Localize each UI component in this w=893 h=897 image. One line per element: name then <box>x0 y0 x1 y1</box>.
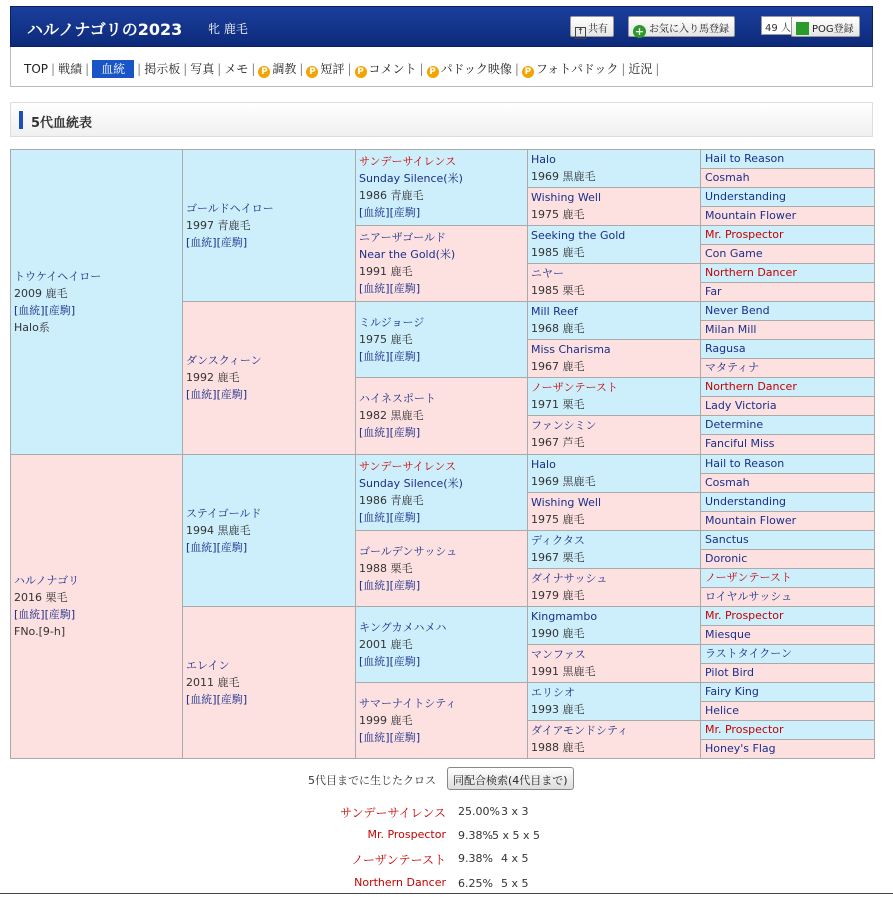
pedigree-cell-gen5 <box>700 625 875 645</box>
pedigree-cell-gen4 <box>527 263 701 302</box>
horse-name-link[interactable]: マタティナ <box>705 361 760 375</box>
cross-horse-name[interactable]: Northern Dancer <box>354 876 446 889</box>
pedigree-cell-gen5 <box>700 473 875 493</box>
pedigree-links[interactable]: [血統][産駒] <box>14 303 76 317</box>
horse-name-link[interactable]: Doronic <box>705 551 748 565</box>
horse-nav: TOP | 戦績 | 血統 | 掲示板 | 写真 | メモ | P 調教 | P 短評 | P コメント | P パドック映像 | P フォトパドック | 近況 | <box>10 47 873 87</box>
horse-name-link[interactable]: ニアーザゴールド <box>359 231 447 245</box>
pedigree-cell-gen5 <box>700 511 875 531</box>
horse-name-link[interactable]: トウケイヘイロー <box>14 269 102 283</box>
horse-name-link[interactable]: ニヤー <box>531 267 564 281</box>
horse-sex-color: 牝 鹿毛 <box>208 22 248 36</box>
premium-icon: P <box>306 66 318 78</box>
horse-year: 1986 青鹿毛 <box>359 493 424 507</box>
horse-year: 1967 栗毛 <box>531 550 585 564</box>
horse-name-link[interactable]: Mr. Prospector <box>705 608 784 622</box>
horse-name-link[interactable]: ラストタイクーン <box>705 646 793 660</box>
nav-pedigree[interactable]: 血統 <box>92 60 134 78</box>
section-title: 5代血統表 <box>31 116 93 131</box>
horse-year: 1994 黒鹿毛 <box>186 523 251 537</box>
horse-name-link[interactable]: Halo <box>531 457 556 471</box>
horse-title: ハルノナゴリの2023 <box>27 20 183 39</box>
horse-extra: Halo系 <box>14 320 50 334</box>
pedigree-links[interactable]: [血統][産駒] <box>186 692 248 706</box>
horse-name-link[interactable]: Understanding <box>705 494 787 508</box>
horse-name-link[interactable]: ファンシミン <box>531 419 597 433</box>
horse-name-link[interactable]: サンデーサイレンス <box>359 155 457 168</box>
horse-year: 1991 黒鹿毛 <box>531 664 596 678</box>
horse-name-link[interactable]: ノーザンテースト <box>705 570 792 584</box>
nav-training[interactable]: 調教 <box>272 62 297 76</box>
horse-year: 1985 栗毛 <box>531 284 585 298</box>
pedigree-cell-gen3 <box>355 454 528 531</box>
horse-name-link[interactable]: Con Game <box>705 247 763 261</box>
horse-name-link[interactable]: Honey's Flag <box>705 741 776 755</box>
pedigree-cell-gen5 <box>700 663 875 683</box>
cross-percent: 25.00% <box>458 805 500 818</box>
pedigree-cell-gen5 <box>700 358 875 378</box>
horse-name-link[interactable]: Ragusa <box>705 342 746 356</box>
horse-year: 1975 鹿毛 <box>531 512 585 526</box>
pedigree-cell-gen5 <box>700 644 875 664</box>
pedigree-cell-gen5 <box>700 282 875 302</box>
cross-label: 5代目までに生じたクロス <box>308 774 436 787</box>
pedigree-cell-gen4 <box>527 682 701 721</box>
pedigree-links[interactable]: [血統][産駒] <box>359 206 421 219</box>
horse-name-link[interactable]: Fairy King <box>705 684 759 698</box>
horse-name-link[interactable]: Hail to Reason <box>705 152 785 165</box>
premium-icon: P <box>522 66 534 78</box>
pedigree-cell-gen5 <box>700 149 875 169</box>
horse-name-link[interactable]: Sanctus <box>705 532 749 546</box>
pedigree-cell-gen2 <box>182 301 356 454</box>
horse-name-link[interactable]: Far <box>705 285 722 299</box>
horse-year: 1990 鹿毛 <box>531 626 585 640</box>
pedigree-cell-gen5 <box>700 339 875 359</box>
horse-year: 1975 鹿毛 <box>359 333 413 347</box>
pedigree-cell-gen3 <box>355 225 528 302</box>
pedigree-links[interactable]: [血統][産駒] <box>359 654 421 668</box>
horse-name-link[interactable]: Northern Dancer <box>705 266 797 280</box>
nav-memo[interactable]: メモ <box>224 62 249 76</box>
pedigree-cell-gen5 <box>700 530 875 550</box>
horse-name-link[interactable]: Mr. Prospector <box>705 722 784 736</box>
pedigree-cell-gen3 <box>355 682 528 759</box>
horse-name-link[interactable]: ミルジョージ <box>359 316 425 330</box>
horse-name-link[interactable]: Milan Mill <box>705 323 757 337</box>
pedigree-cell-gen4 <box>527 415 701 454</box>
horse-year: 1968 鹿毛 <box>531 322 585 336</box>
pedigree-cell-gen4 <box>527 377 701 416</box>
pedigree-cell-gen4 <box>527 644 701 683</box>
pedigree-cell-gen1 <box>10 149 183 455</box>
pedigree-cell-gen3 <box>355 530 528 607</box>
pedigree-cell-gen2 <box>182 454 356 607</box>
pedigree-cell-gen4 <box>527 301 701 340</box>
horse-name-link[interactable]: Miesque <box>705 627 751 641</box>
pedigree-cell-gen5 <box>700 434 875 454</box>
pedigree-links[interactable]: [血統][産駒] <box>186 388 248 402</box>
nav-paddock-video[interactable]: パドック映像 <box>440 62 512 76</box>
pedigree-cell-gen5 <box>700 682 875 702</box>
horse-name-link[interactable]: Cosmah <box>705 171 750 185</box>
horse-name-link[interactable]: Mill Reef <box>531 305 578 319</box>
premium-icon: P <box>258 66 270 78</box>
pedigree-cell-gen4 <box>527 187 701 226</box>
horse-year: 1985 鹿毛 <box>531 246 585 260</box>
horse-name-link[interactable]: Mr. Prospector <box>705 228 784 242</box>
pedigree-links[interactable]: [血統][産駒] <box>186 540 248 554</box>
pedigree-cell-gen5 <box>700 168 875 188</box>
favorite-button[interactable]: + お気に入り馬登録 <box>628 16 735 37</box>
horse-name-link[interactable]: Pilot Bird <box>705 665 754 679</box>
favorite-count: 49 人 <box>761 16 793 35</box>
horse-year: 2009 鹿毛 <box>14 286 68 300</box>
pedigree-cell-gen4 <box>527 225 701 264</box>
horse-name-link[interactable]: ノーザンテースト <box>531 381 618 395</box>
pedigree-cell-gen5 <box>700 320 875 340</box>
share-icon: ↑ <box>575 27 586 39</box>
horse-year: 1979 鹿毛 <box>531 588 585 602</box>
horse-name-link[interactable]: Determine <box>705 418 764 432</box>
horse-name-link[interactable]: エリシオ <box>531 685 575 699</box>
horse-name-link[interactable]: Fanciful Miss <box>705 437 775 451</box>
horse-year: 1969 黒鹿毛 <box>531 474 596 488</box>
pedigree-links[interactable]: [血統][産駒] <box>359 578 421 592</box>
horse-year: 1988 鹿毛 <box>531 740 585 754</box>
pedigree-cell-gen3 <box>355 301 528 378</box>
pedigree-links[interactable]: [血統][産駒] <box>14 608 76 622</box>
horse-name-link[interactable]: マンファス <box>531 647 586 661</box>
pedigree-cell-gen2 <box>182 606 356 759</box>
pedigree-table <box>10 149 874 758</box>
pedigree-links[interactable]: [血統][産駒] <box>359 426 421 440</box>
horse-header <box>10 6 873 47</box>
horse-name-link[interactable]: ハイネスポート <box>359 392 436 406</box>
nav-results[interactable]: 戦績 <box>58 62 83 76</box>
pedigree-cell-gen4 <box>527 454 701 493</box>
horse-name-link[interactable]: サマーナイトシティ <box>359 696 457 710</box>
pedigree-cell-gen4 <box>527 720 701 759</box>
pedigree-cell-gen5 <box>700 492 875 512</box>
horse-name-link[interactable]: Cosmah <box>705 475 750 489</box>
pedigree-cell-gen5 <box>700 587 875 607</box>
horse-name-link[interactable]: Never Bend <box>705 304 770 318</box>
pedigree-cell-gen5 <box>700 739 875 759</box>
cross-generations: 4 x 5 <box>501 852 529 865</box>
horse-year: 1986 青鹿毛 <box>359 189 424 202</box>
horse-name-link[interactable]: ゴールドヘイロー <box>186 202 274 216</box>
horse-name-link[interactable]: Northern Dancer <box>705 380 797 394</box>
horse-name-link[interactable]: Mountain Flower <box>705 209 797 223</box>
horse-name-link[interactable]: ハルノナゴリ <box>14 574 80 588</box>
cross-percent: 6.25% <box>458 877 493 890</box>
horse-year: 1967 芦毛 <box>531 436 585 450</box>
pedigree-links[interactable]: [血統][産駒] <box>359 510 421 524</box>
pedigree-cell-gen5 <box>700 568 875 588</box>
pedigree-cell-gen5 <box>700 263 875 283</box>
horse-name-link[interactable]: Seeking the Gold <box>531 229 626 243</box>
horse-name-link[interactable]: ダイナサッシュ <box>531 571 608 585</box>
horse-year: 1993 鹿毛 <box>531 702 585 716</box>
horse-name-link[interactable]: ロイヤルサッシュ <box>705 589 793 603</box>
horse-english-name: Sunday Silence(米) <box>359 476 463 490</box>
pedigree-links[interactable]: [血統][産駒] <box>186 236 248 250</box>
horse-year: 1988 栗毛 <box>359 561 413 575</box>
horse-year: 1992 鹿毛 <box>186 371 240 385</box>
horse-year: 1982 黒鹿毛 <box>359 409 424 423</box>
pedigree-cell-gen4 <box>527 492 701 531</box>
horse-year: 2001 鹿毛 <box>359 637 413 651</box>
pedigree-links[interactable]: [血統][産駒] <box>359 730 421 744</box>
cross-generations: 3 x 3 <box>501 805 529 818</box>
pedigree-cell-gen5 <box>700 377 875 397</box>
horse-year: 2016 栗毛 <box>14 591 68 605</box>
same-mating-search-button[interactable]: 同配合検索(4代目まで) <box>447 767 574 790</box>
horse-year: 2011 鹿毛 <box>186 675 240 689</box>
cross-percent: 9.38% <box>458 829 493 842</box>
pedigree-cell-gen5 <box>700 244 875 264</box>
pog-icon <box>796 22 809 35</box>
pedigree-cell-gen4 <box>527 568 701 607</box>
cross-generations: 5 x 5 <box>501 877 529 890</box>
pedigree-cell-gen5 <box>700 701 875 721</box>
pog-button[interactable]: POG登録 <box>791 16 860 37</box>
section-header <box>10 102 873 137</box>
pedigree-cell-gen5 <box>700 301 875 321</box>
cross-generations: 5 x 5 x 5 <box>492 829 541 842</box>
horse-year: 1967 鹿毛 <box>531 360 585 374</box>
pedigree-cell-gen5 <box>700 606 875 626</box>
horse-name-link[interactable]: ダイアモンドシティ <box>531 723 629 737</box>
horse-name-link[interactable]: Miss Charisma <box>531 343 611 357</box>
horse-name-link[interactable]: キングカメハメハ <box>359 620 447 634</box>
pedigree-cell-gen5 <box>700 206 875 226</box>
horse-name-link[interactable]: Wishing Well <box>531 191 602 205</box>
pedigree-cell-gen5 <box>700 454 875 474</box>
horse-name-link[interactable]: ディクタス <box>531 533 585 547</box>
pedigree-cell-gen5 <box>700 415 875 435</box>
cross-horse-name[interactable]: Mr. Prospector <box>367 828 446 841</box>
pedigree-cell-gen5 <box>700 720 875 740</box>
nav-photo[interactable]: 写真 <box>190 62 215 76</box>
horse-year: 1971 栗毛 <box>531 398 585 412</box>
horse-english-name: Near the Gold(米) <box>359 248 456 262</box>
horse-name-link[interactable]: Mountain Flower <box>705 513 797 527</box>
pedigree-cell-gen4 <box>527 339 701 378</box>
premium-icon: P <box>427 66 439 78</box>
horse-name-link[interactable]: Helice <box>705 703 739 717</box>
pedigree-cell-gen5 <box>700 187 875 207</box>
nav-recent[interactable]: 近況 <box>628 62 653 76</box>
horse-year: 1999 鹿毛 <box>359 713 413 727</box>
cross-horse-name[interactable]: サンデーサイレンス <box>340 806 446 820</box>
horse-name-link[interactable]: ダンスクィーン <box>186 354 262 368</box>
horse-name-link[interactable]: ステイゴールド <box>186 506 262 520</box>
horse-year: 1997 青鹿毛 <box>186 219 251 233</box>
pedigree-cell-gen2 <box>182 149 356 302</box>
pedigree-cell-gen4 <box>527 606 701 645</box>
pedigree-cell-gen5 <box>700 225 875 245</box>
horse-name-link[interactable]: Understanding <box>705 190 787 204</box>
plus-icon: + <box>634 25 645 38</box>
horse-name-link[interactable]: サンデーサイレンス <box>359 459 457 473</box>
premium-icon: P <box>355 66 367 78</box>
horse-year: 1969 黒鹿毛 <box>531 170 596 183</box>
pedigree-links[interactable]: [血統][産駒] <box>359 282 421 296</box>
nav-comment[interactable]: コメント <box>368 62 417 76</box>
pedigree-cell-gen5 <box>700 396 875 416</box>
pedigree-cell-gen3 <box>355 377 528 454</box>
nav-board[interactable]: 掲示板 <box>144 62 181 76</box>
horse-extra: FNo.[9-h] <box>14 625 66 639</box>
cross-horse-name[interactable]: ノーザンテースト <box>351 853 446 867</box>
pedigree-cell-gen4 <box>527 149 701 188</box>
horse-name-link[interactable]: Hail to Reason <box>705 456 785 470</box>
share-button[interactable]: ↑ 共有 <box>570 16 614 37</box>
cross-percent: 9.38% <box>458 852 493 865</box>
horse-year: 1991 鹿毛 <box>359 265 413 279</box>
nav-top[interactable]: TOP <box>24 62 49 76</box>
horse-name-link[interactable]: エレイン <box>186 658 230 672</box>
horse-name-link[interactable]: Kingmambo <box>531 609 598 623</box>
horse-english-name: Sunday Silence(米) <box>359 172 463 185</box>
pedigree-cell-gen5 <box>700 549 875 569</box>
pedigree-cell-gen3 <box>355 606 528 683</box>
horse-name-link[interactable]: Lady Victoria <box>705 399 777 413</box>
nav-photo-paddock[interactable]: フォトパドック <box>535 62 619 76</box>
nav-review[interactable]: 短評 <box>320 62 345 76</box>
horse-name-link[interactable]: Halo <box>531 153 556 166</box>
horse-name-link[interactable]: Wishing Well <box>531 495 602 509</box>
horse-year: 1975 鹿毛 <box>531 208 585 222</box>
pedigree-cell-gen3 <box>355 149 528 226</box>
pedigree-cell-gen1 <box>10 454 183 760</box>
pedigree-cell-gen4 <box>527 530 701 569</box>
horse-name-link[interactable]: ゴールデンサッシュ <box>359 544 458 558</box>
pedigree-links[interactable]: [血統][産駒] <box>359 350 421 364</box>
